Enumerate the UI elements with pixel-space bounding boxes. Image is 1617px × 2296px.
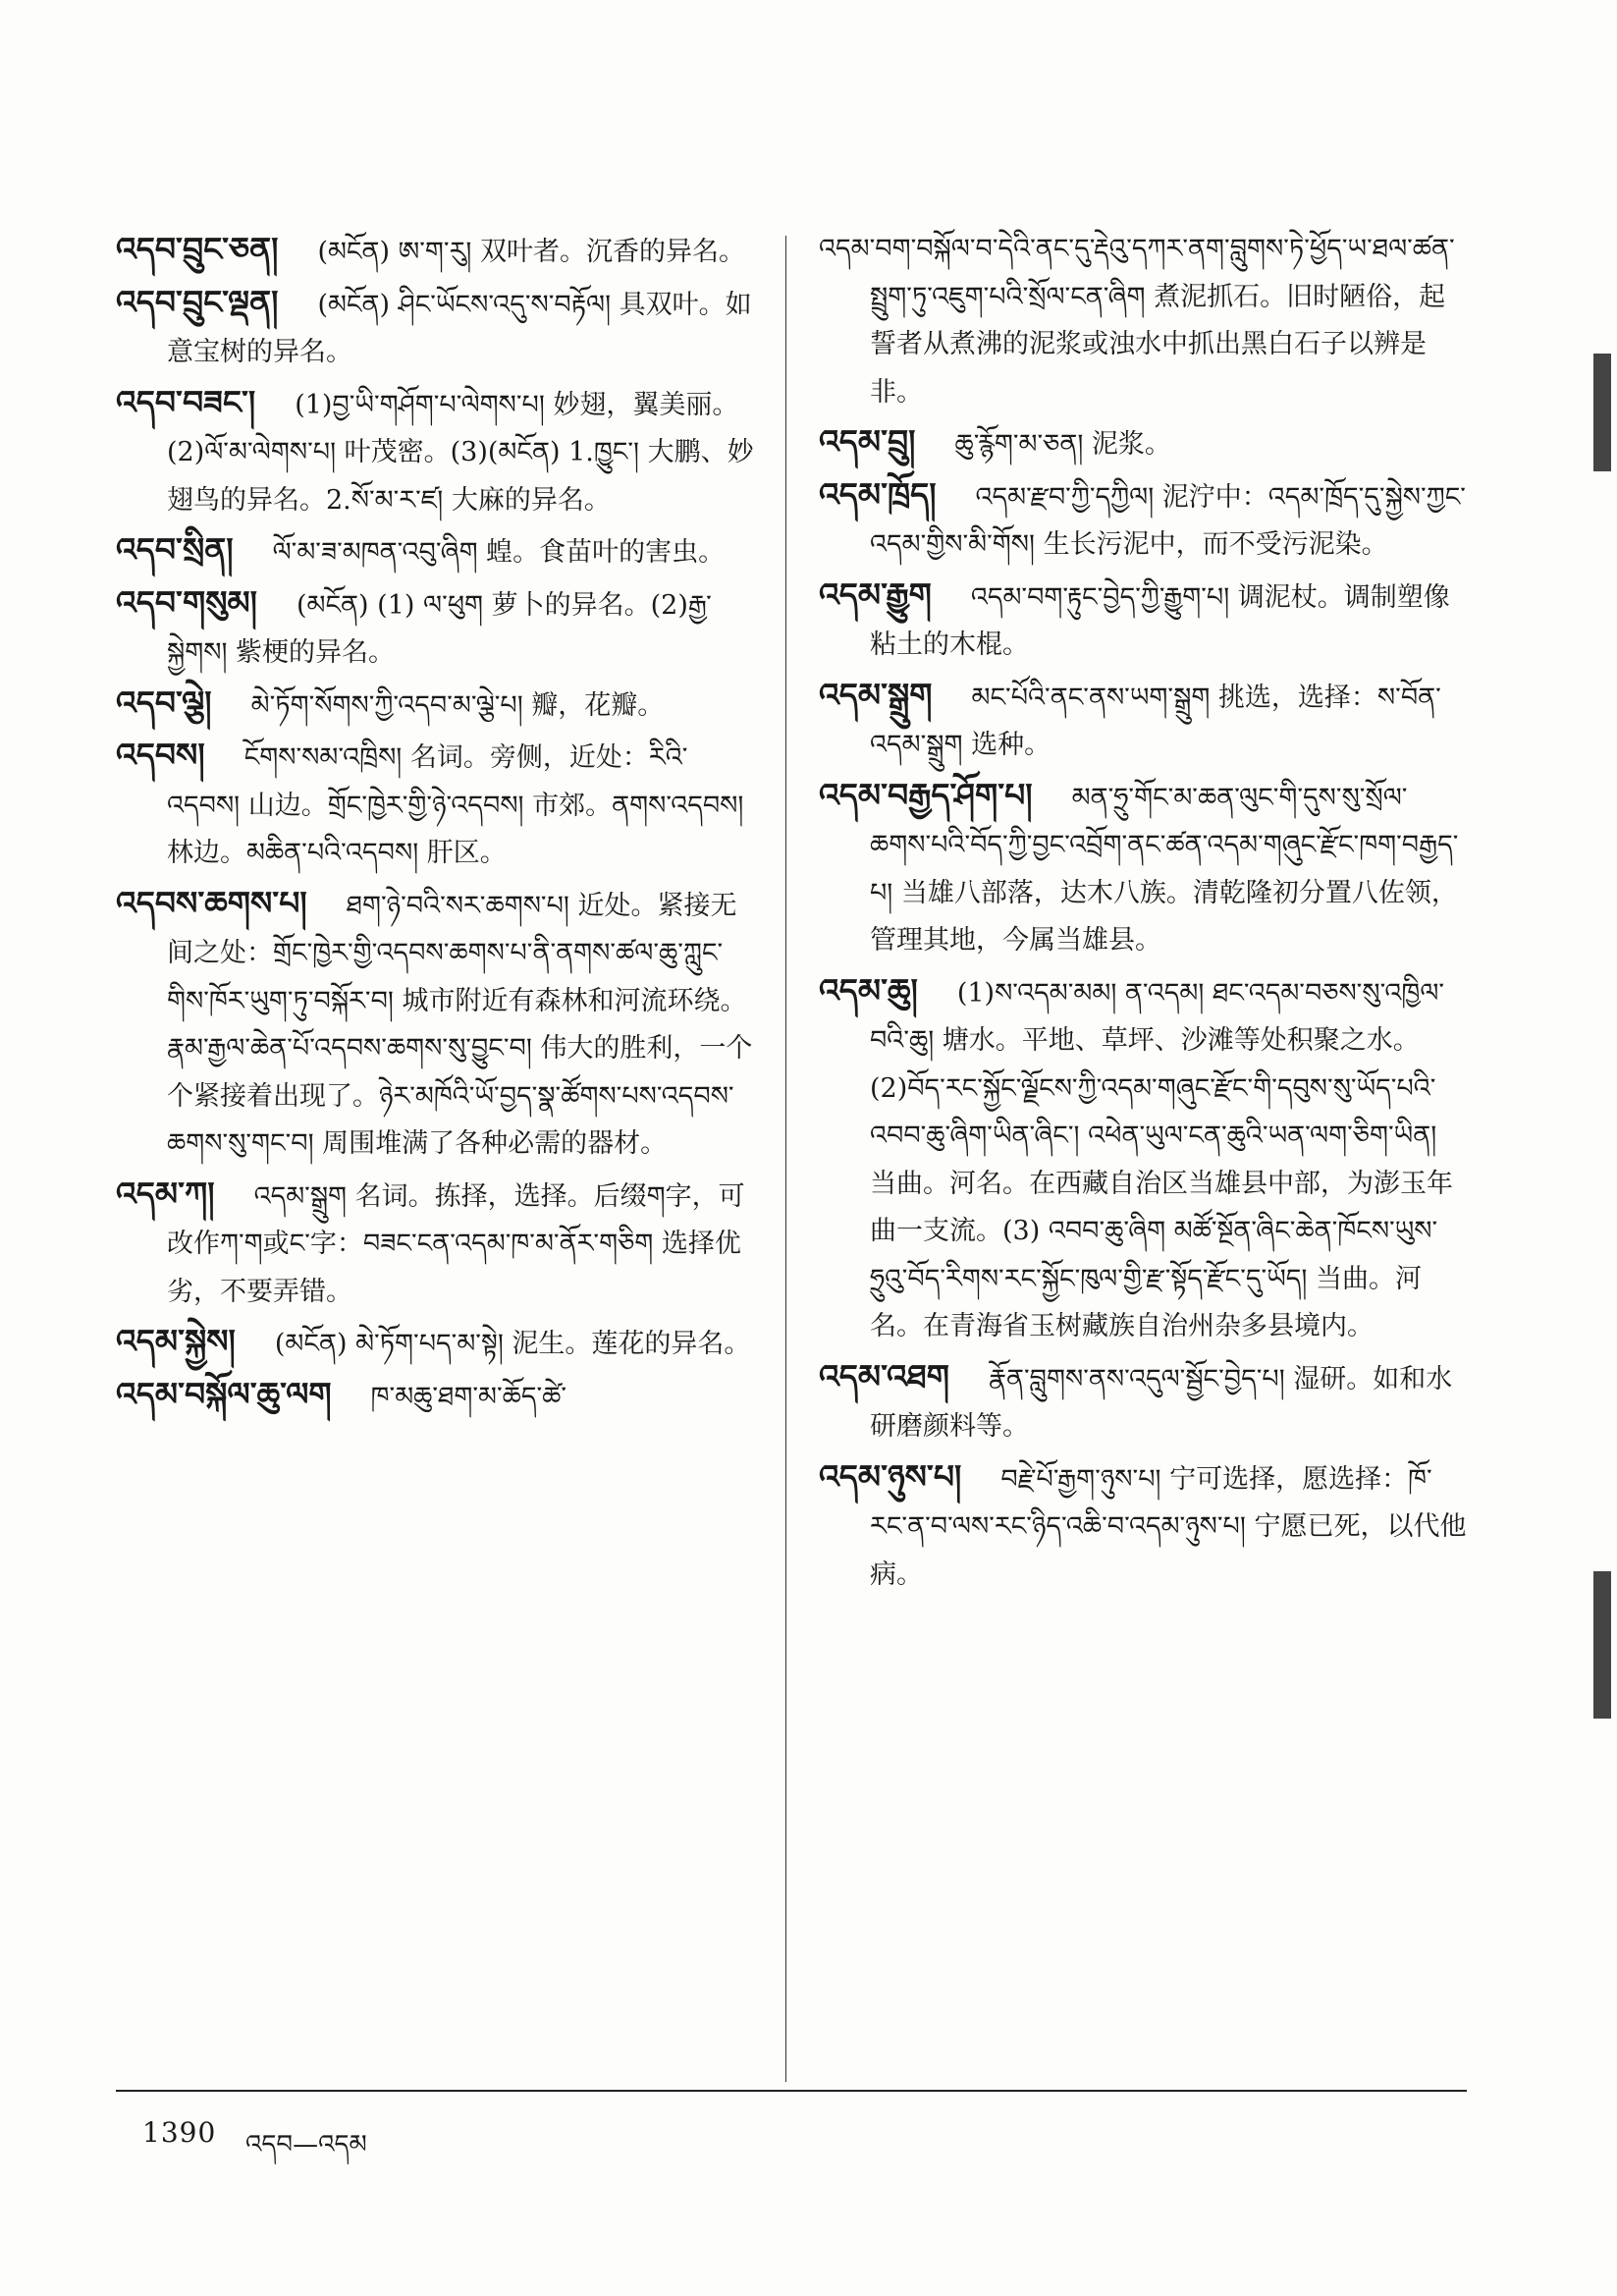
entry-headword: འདབ་ལྕེ། xyxy=(116,683,212,722)
entry-headword: འདམ་བྲུ། xyxy=(819,422,916,461)
dictionary-entry xyxy=(819,772,1467,965)
entry-definition: འདམ་རྫབ་ཀྱི་དཀྱིལ། 泥泞中：འདམ་ཁྲོད་དུ་སྐྱེས་ཀྱང་འདམ་གྱིས་མི་གོས། 生长污泥中，而不受污泥染。 xyxy=(870,481,1466,560)
dictionary-entry xyxy=(116,526,754,577)
dictionary-entry xyxy=(116,880,754,1169)
entry-headword: འདམ་ཀ། xyxy=(116,1174,215,1213)
entry-definition: (མངོན) མེ་ཏོག་པད་མ་སྟེ། 泥生。莲花的异名。 xyxy=(274,1329,751,1359)
entry-headword: འདམ་སྒྲུག xyxy=(819,675,933,714)
entry-definition: བརྗེ་པོ་རྒྱག་ཉུས་པ། 宁可选择，愿选择：ཁོ་རང་ན་བ་ལས་རང་ཉིད་འཆི་བ་འདམ་ཉུས་པ། 宁愿已死，以代他病。 xyxy=(870,1463,1467,1590)
dictionary-entry xyxy=(116,732,754,878)
dictionary-entry xyxy=(819,418,1467,469)
page-number: 1390 xyxy=(142,2116,217,2149)
entry-headword: འདམ་སྐྱེས། xyxy=(116,1322,236,1360)
entry-headword: འདམ་རྒྱུག xyxy=(819,574,932,614)
dictionary-entry xyxy=(116,680,754,731)
dictionary-entry xyxy=(819,226,1467,416)
entry-headword: འདམ་ཆུ། xyxy=(819,970,918,1010)
entry-definition: འདམ་བག་བསྐོལ་བ་དེའི་ནང་དུ་རྡེའུ་དཀར་ནག་བླུགས་ཏེ་ཕྱོད་ཡ་ཐལ་ཚན་སྤྲུག་ཏུ་འཇུག་པའི་སྲོལ་ངན་ཞིག 煮泥抓石。旧时陋俗，起誓者从煮沸的泥浆或浊水中抓出黑白石子以辨是非。 xyxy=(819,234,1455,408)
dictionary-entry xyxy=(116,1371,754,1422)
entry-headword: འདབ་བྲུང་ཅན། xyxy=(116,230,279,268)
entry-definition: ལོ་མ་ཟ་མཁན་འབུ་ཞིག 蝗。食苗叶的害虫。 xyxy=(272,537,726,568)
dictionary-entry xyxy=(116,279,754,377)
entry-headword: འདམ་བརྒྱད་ཤོག་པ། xyxy=(819,775,1033,814)
column-divider xyxy=(785,236,786,2082)
dictionary-entry xyxy=(116,1171,754,1317)
entry-definition: འདམ་སྒྲུག 名词。拣择，选择。后缀ག字，可改作ཀ་ག或ང་字：བཟང་ངན་འདམ་ཁ་མ་ནོར་གཅིག 选择优劣，不要弄错。 xyxy=(167,1180,745,1307)
dictionary-entry xyxy=(819,1453,1467,1600)
entry-definition: མེ་ཏོག་སོགས་ཀྱི་འདབ་མ་ལྕེ་པ། 瓣，花瓣。 xyxy=(250,689,665,721)
left-column xyxy=(116,226,754,1423)
entry-definition: (མངོན) ཨ་ག་རུ། 双叶者。沉香的异名。 xyxy=(317,237,746,267)
entry-definition: འདམ་བག་རྟུང་བྱེད་ཀྱི་རྒྱུག་པ། 调泥杖。调制塑像粘土的木棍。 xyxy=(870,581,1450,660)
dictionary-entry xyxy=(116,379,754,525)
scan-edge-marks xyxy=(1588,0,1617,2296)
entry-definition: ཁ་མཆུ་ཐག་མ་ཆོད་ཚེ་ xyxy=(370,1381,567,1412)
entry-definition: མན་ཧྲུ་གོང་མ་ཆན་ལུང་གི་དུས་སུ་སྲོལ་ཆགས་པའི་བོད་ཀྱི་བྱང་འབྲོག་ནང་ཚན་འདམ་གཞུང་རྫོང་ཁག་བརྒྱད་པ། 当雄八部落，达木八族。清乾隆初分置八佐领，管理其地，今属当雄县。 xyxy=(870,782,1459,956)
entry-headword: འདམ་བསྐོལ་ཆུ་ལག xyxy=(116,1374,332,1413)
entry-headword: འདབ་སྲིན། xyxy=(116,530,234,569)
entry-definition: ཐག་ཉེ་བའི་སར་ཆགས་པ། 近处。紧接无间之处：གྲོང་ཁྱེར་གྱི་འདབས་ཆགས་པ་ནི་ནགས་ཚལ་ཆུ་ཀླུང་གིས་ཁོར་ཡུག་ཏུ་བསྐོར་བ། 城市附近有森林和河流环绕。རྣམ་རྒྱལ་ཆེན་པོ་འདབས་ཆགས་སུ་བྱུང་བ། 伟大的胜利，一个个紧接着出现了。ཉེར་མཁོའི་ཡོ་བྱད་སྣ་ཚོགས་པས་འདབས་ཆགས་སུ་གང་བ། 周围堆满了各种必需的器材。 xyxy=(167,890,753,1159)
dictionary-entry xyxy=(819,967,1467,1351)
dictionary-entry xyxy=(819,471,1467,570)
entry-headword: འདམ་ཉུས་པ། xyxy=(819,1456,962,1496)
dictionary-entry xyxy=(116,226,754,277)
running-head: འདབ—འདམ xyxy=(245,2130,367,2159)
dictionary-entry xyxy=(116,1318,754,1369)
dictionary-entry xyxy=(116,579,754,678)
entry-headword: འདབ་གསུམ། xyxy=(116,582,257,622)
dictionary-entry xyxy=(819,572,1467,670)
entry-definition: (1)ས་འདམ་མམ། ན་འདམ། ཐང་འདམ་བཅས་སུ་འཁྱིལ་བའི་ཆུ། 塘水。平地、草坪、沙滩等处积聚之水。(2)བོད་རང་སྐྱོང་ལྗོངས་ཀྱི་འདམ་གཞུང་རྫོང་གི་དབུས་སུ་ཡོད་པའི་འབབ་ཆུ་ཞིག་ཡིན་ཞིང་། འཕེན་ཡུལ་ངན་ཆུའི་ཡན་ལག་ཅིག་ཡིན། 当曲。河名。在西藏自治区当雄县中部，为澎玉年曲一支流。(3) འབབ་ཆུ་ཞིག མཚོ་སྔོན་ཞིང་ཆེན་ཁོངས་ཡུས་ཧྲུའུ་བོད་རིགས་རང་སྐྱོང་ཁུལ་གྱི་རྫ་སྟོད་རྫོང་དུ་ཡོད། 当曲。河名。在青海省玉树藏族自治州杂多县境内。 xyxy=(870,977,1453,1341)
entry-headword: འདབ་བྲུང་ལྡན། xyxy=(116,282,279,321)
entry-definition: ངོགས་སམ་འཁྲིས། 名词。旁侧，近处：རིའི་འདབས། 山边。གྲོང་ཁྱེར་གྱི་ཉེ་འདབས། 市郊。ནགས་འདབས། 林边。མཆིན་པའི་འདབས། 肝区。 xyxy=(167,742,744,868)
entry-definition: མང་པོའི་ནང་ནས་ཡག་སྒྲུག 挑选，选择：ས་བོན་འདམ་སྒྲུག 选种。 xyxy=(870,682,1441,760)
entry-definition: ཆུ་རྙོག་མ་ཅན། 泥浆。 xyxy=(954,429,1171,460)
dictionary-entry xyxy=(819,1353,1467,1451)
dictionary-entry xyxy=(819,672,1467,770)
footer-rule xyxy=(116,2090,1467,2092)
entry-headword: འདབ་བཟང་། xyxy=(116,382,256,421)
entry-headword: འདབས་ཆགས་པ། xyxy=(116,883,307,922)
entry-definition: (མངོན) ཤིང་ཡོངས་འདུ་ས་བརྟོལ། 具双叶。如意宝树的异名。 xyxy=(167,289,752,367)
entry-headword: འདབས། xyxy=(116,736,205,774)
entry-definition: (1)བྱ་ཡི་གཤོག་པ་ལེགས་པ། 妙翅，翼美丽。(2)ལོ་མ་ལེགས་པ། 叶茂密。(3)(མངོན) 1.ཁྱུང་། 大鹏、妙翅鸟的异名。2.སོ་མ་ར་ཛ། 大麻的异名。 xyxy=(167,389,754,516)
entry-definition: (མངོན) (1) ལ་ཕུག 萝卜的异名。(2)རྒྱ་སྐྱེགས། 紫梗的异名。 xyxy=(167,589,712,668)
entry-definition: རྣོན་བླུགས་ནས་འདུལ་སྦྱོང་བྱེད་པ། 湿研。如和水研磨颜料等。 xyxy=(870,1363,1453,1442)
right-column xyxy=(819,226,1467,1601)
entry-headword: འདམ་འཐག xyxy=(819,1356,949,1395)
entry-headword: འདམ་ཁྲོད། xyxy=(819,474,937,514)
